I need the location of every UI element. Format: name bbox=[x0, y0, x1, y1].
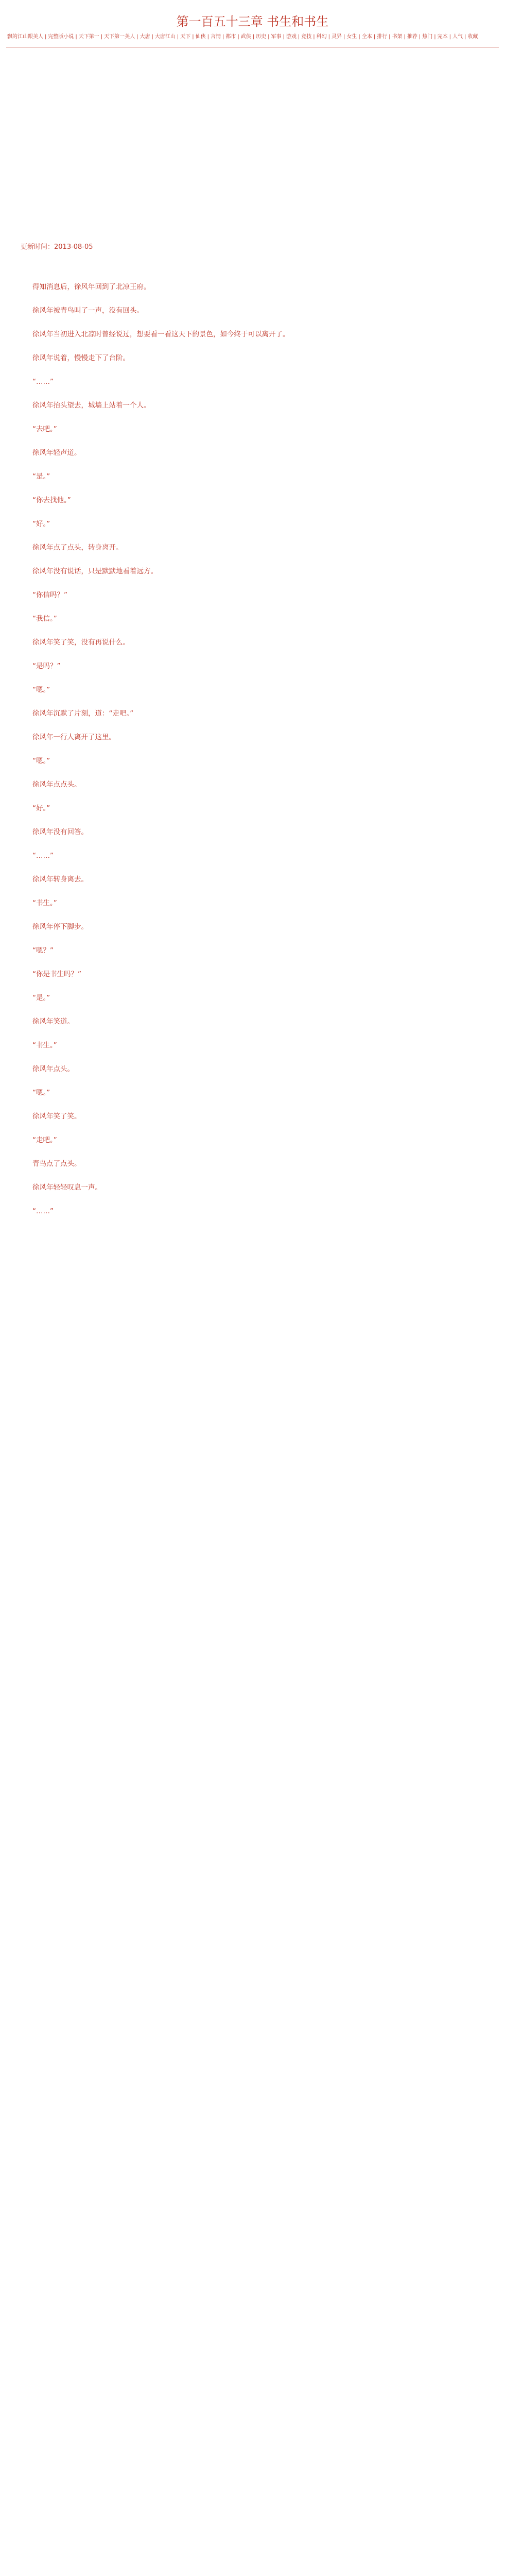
related-link[interactable]: 灵异 bbox=[332, 34, 342, 40]
related-link[interactable]: 完本 bbox=[437, 34, 448, 40]
link-separator: | bbox=[252, 34, 255, 40]
link-separator: | bbox=[151, 34, 153, 40]
story-paragraph: “好。” bbox=[32, 520, 50, 528]
link-separator: | bbox=[358, 34, 360, 40]
story-paragraph: “你去找他。” bbox=[32, 496, 71, 504]
story-paragraph: 徐风年一行人离开了这里。 bbox=[32, 733, 116, 741]
related-link[interactable]: 全本 bbox=[361, 34, 372, 40]
link-separator: | bbox=[434, 34, 436, 40]
chapter-content bbox=[19, 281, 486, 1229]
related-link[interactable]: 热门 bbox=[422, 34, 433, 40]
story-paragraph: “嗯。” bbox=[32, 1089, 50, 1097]
story-paragraph: 徐风年笑了笑，没有再说什么。 bbox=[32, 638, 130, 647]
link-separator: | bbox=[389, 34, 391, 40]
related-link[interactable]: 科幻 bbox=[316, 34, 327, 40]
story-paragraph: “走吧。” bbox=[32, 1136, 57, 1144]
story-paragraph: 得知消息后，徐风年回到了北凉王府。 bbox=[32, 283, 151, 291]
story-paragraph: 徐风年停下脚步。 bbox=[32, 923, 88, 931]
story-paragraph: “书生。” bbox=[32, 1041, 57, 1049]
story-paragraph: 徐风年当初进入北凉时曾经说过，想要看一看这天下的景色，如今终于可以离开了。 bbox=[32, 330, 290, 338]
related-link[interactable]: 竞技 bbox=[301, 34, 312, 40]
link-separator: | bbox=[237, 34, 239, 40]
related-link[interactable]: 军事 bbox=[271, 34, 282, 40]
related-link[interactable]: 飘的江山跟美人 bbox=[7, 34, 43, 40]
related-link[interactable]: 都市 bbox=[225, 34, 236, 40]
story-paragraph: 青鸟点了点头。 bbox=[32, 1160, 81, 1168]
related-link[interactable]: 推荐 bbox=[407, 34, 417, 40]
related-link[interactable]: 排行 bbox=[377, 34, 388, 40]
link-separator: | bbox=[328, 34, 330, 40]
link-separator: | bbox=[192, 34, 194, 40]
story-paragraph: “你是书生吗？” bbox=[32, 970, 81, 978]
story-paragraph: 徐风年没有说话，只是默默地看着远方。 bbox=[32, 567, 158, 575]
story-paragraph: 徐风年轻声道。 bbox=[32, 449, 81, 457]
story-paragraph: “书生。” bbox=[32, 899, 57, 907]
related-link[interactable]: 天下第一 bbox=[78, 34, 99, 40]
story-paragraph: 徐风年轻轻叹息一声。 bbox=[32, 1183, 102, 1192]
related-link[interactable]: 收藏 bbox=[467, 34, 478, 40]
related-link[interactable]: 女生 bbox=[346, 34, 357, 40]
update-time: 更新时间：2013-08-05 bbox=[21, 243, 93, 251]
related-link[interactable]: 天下 bbox=[180, 34, 191, 40]
story-paragraph: 徐风年抬头望去，城墙上站着一个人。 bbox=[32, 401, 151, 410]
link-separator: | bbox=[419, 34, 421, 40]
story-paragraph: “是。” bbox=[32, 472, 50, 481]
story-paragraph: 徐风年转身离去。 bbox=[32, 875, 88, 884]
related-link[interactable]: 天下第一美人 bbox=[104, 34, 135, 40]
related-link[interactable]: 游戏 bbox=[286, 34, 297, 40]
story-paragraph: “嗯。” bbox=[32, 686, 50, 694]
link-separator: | bbox=[404, 34, 406, 40]
story-paragraph: “是吗？” bbox=[32, 662, 61, 670]
link-separator: | bbox=[268, 34, 270, 40]
link-separator: | bbox=[449, 34, 451, 40]
link-separator: | bbox=[283, 34, 285, 40]
link-separator: | bbox=[100, 34, 103, 40]
related-link[interactable]: 书架 bbox=[392, 34, 403, 40]
story-paragraph: 徐风年沉默了片刻，道：“走吧。” bbox=[32, 709, 134, 718]
story-paragraph: 徐风年被青鸟叫了一声，没有回头。 bbox=[32, 307, 144, 315]
link-separator: | bbox=[313, 34, 315, 40]
story-paragraph: 徐风年点点头。 bbox=[32, 781, 81, 789]
link-separator: | bbox=[222, 34, 224, 40]
link-separator: | bbox=[343, 34, 345, 40]
related-link[interactable]: 武侠 bbox=[240, 34, 251, 40]
link-separator: | bbox=[373, 34, 376, 40]
story-paragraph: “是。” bbox=[32, 994, 50, 1002]
story-paragraph: “好。” bbox=[32, 804, 50, 812]
story-paragraph: 徐风年点头。 bbox=[32, 1065, 74, 1073]
related-link[interactable]: 历史 bbox=[256, 34, 267, 40]
story-paragraph: “你信吗？” bbox=[32, 591, 67, 599]
link-separator: | bbox=[177, 34, 179, 40]
story-paragraph: 徐风年笑了笑。 bbox=[32, 1112, 81, 1121]
story-paragraph: “嗯？” bbox=[32, 946, 54, 955]
link-separator: | bbox=[45, 34, 47, 40]
story-paragraph: “……” bbox=[32, 378, 54, 386]
related-links-row bbox=[7, 33, 498, 41]
top-divider bbox=[6, 47, 499, 48]
story-paragraph: “嗯。” bbox=[32, 757, 50, 765]
story-paragraph: 徐风年点了点头，转身离开。 bbox=[32, 544, 123, 552]
story-paragraph: 徐风年说着，慢慢走下了台阶。 bbox=[32, 354, 130, 362]
related-link[interactable]: 人气 bbox=[452, 34, 463, 40]
link-separator: | bbox=[207, 34, 209, 40]
link-separator: | bbox=[298, 34, 300, 40]
story-paragraph: “……” bbox=[32, 1207, 54, 1215]
story-paragraph: “……” bbox=[32, 852, 54, 860]
story-paragraph: 徐风年笑道。 bbox=[32, 1018, 74, 1026]
related-link[interactable]: 仙侠 bbox=[195, 34, 206, 40]
story-paragraph: “我信。” bbox=[32, 615, 57, 623]
link-separator: | bbox=[464, 34, 466, 40]
related-link[interactable]: 大唐江山 bbox=[154, 34, 176, 40]
story-paragraph: 徐风年没有回答。 bbox=[32, 828, 88, 836]
related-link[interactable]: 大唐 bbox=[140, 34, 150, 40]
story-paragraph: “去吧。” bbox=[32, 425, 57, 433]
link-separator: | bbox=[136, 34, 138, 40]
chapter-title: 第一百五十三章 书生和书生 bbox=[176, 14, 329, 29]
related-link[interactable]: 言情 bbox=[211, 34, 221, 40]
link-separator: | bbox=[75, 34, 77, 40]
related-link[interactable]: 完整版小说 bbox=[48, 34, 74, 40]
